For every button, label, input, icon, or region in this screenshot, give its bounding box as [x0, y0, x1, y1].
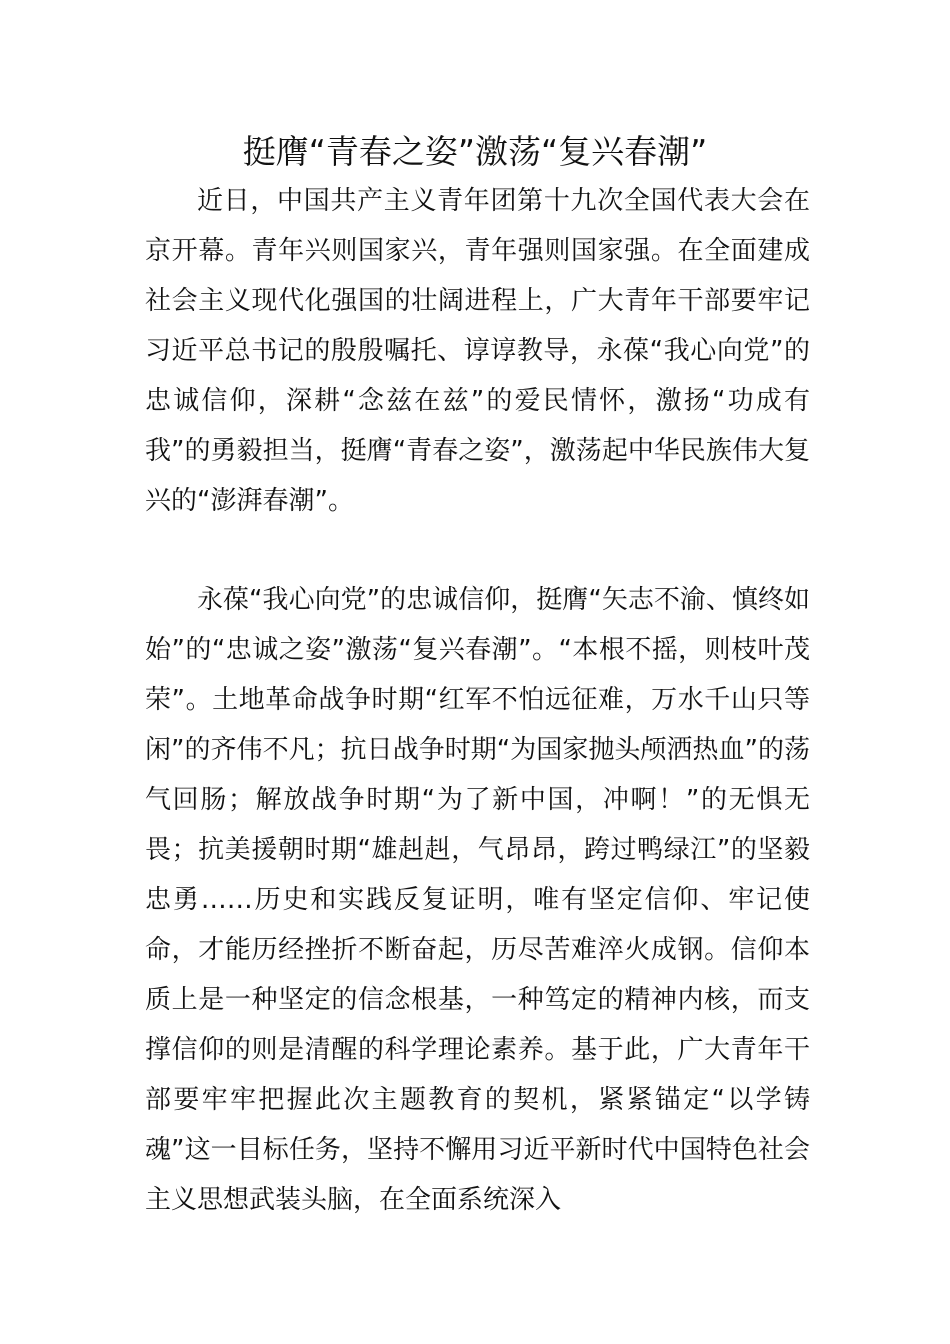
paragraph-loyalty: 永葆“我心向党”的忠诚信仰，挺膺“矢志不渝、慎终如始”的“忠诚之姿”激荡“复兴春潮”。“本根不摇，则枝叶茂荣”。土地革命战争时期“红军不怕远征难，万水千山只等闲”的齐伟不凡；抗日战争时期“为国家抛头颅洒热血”的荡气回肠；解放战争时期“为了新中国，冲啊！”的无惧无畏；抗美援朝时期“雄赳赳，气昂昂，跨过鸭绿江”的坚毅忠勇……历史和实践反复证明，唯有坚定信仰、牢记使命，才能历经挫折不断奋起，历尽苦难淬火成钢。信仰本质上是一种坚定的信念根基，一种笃定的精神内核，而支撑信仰的则是清醒的科学理论素养。基于此，广大青年干部要牢牢把握此次主题教育的契机，紧紧锚定“以学铸魂”这一目标任务，坚持不懈用习近平新时代中国特色社会主义思想武装头脑，在全面系统深入 — [145, 585, 810, 1215]
document-title: 挺膺“青春之姿”激荡“复兴春潮” — [242, 132, 708, 171]
paragraph-intro: 近日，中国共产主义青年团第十九次全国代表大会在京开幕。青年兴则国家兴，青年强则国家强。在全面建成社会主义现代化强国的壮阔进程上，广大青年干部要牢记习近平总书记的殷殷嘱托、谆谆教导，永葆“我心向党”的忠诚信仰，深耕“念兹在兹”的爱民情怀，激扬“功成有我”的勇毅担当，挺膺“青春之姿”，激荡起中华民族伟大复兴的“澎湃春潮”。 — [145, 186, 810, 516]
